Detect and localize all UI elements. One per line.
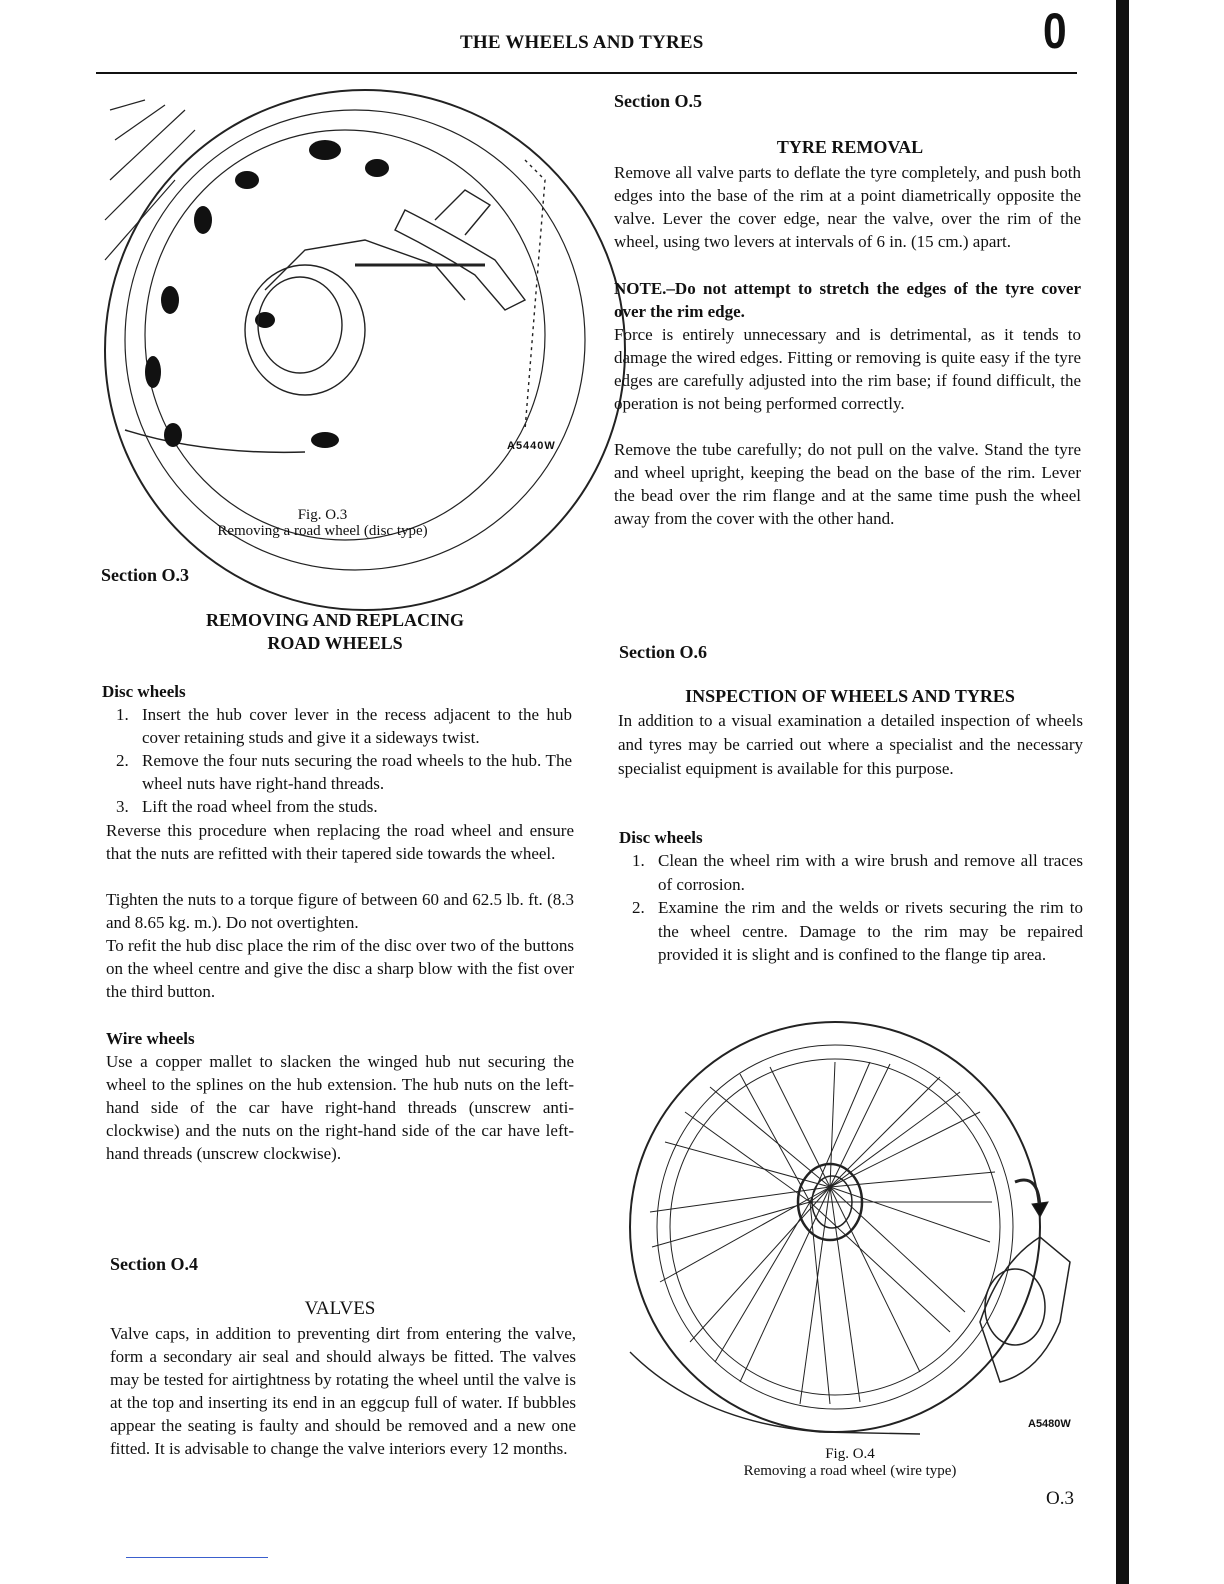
o4-valves-text: Valve caps, in addition to preventing dirt from entering the valve, form a secondary air seal and should always be fitted. The valves may be tested for airtightness by rotating the wheel until the valve is at the top and inserting its end in an eggcup full of water. If bubbles appear the seating is faulty and should be removed and a new one fitted. It is advisable to change the valve interiors every 12 months. <box>110 1324 576 1458</box>
step-number: 3. <box>116 797 129 816</box>
section-o3-title-line2: ROAD WHEELS <box>267 633 403 653</box>
section-o5-label: Section O.5 <box>614 91 702 111</box>
fig3-caption-text: Removing a road wheel (disc type) <box>217 523 428 539</box>
o3-paragraph-reverse: Reverse this procedure when replacing the road wheel and ensure that the nuts are refitted with their tapered side towards the wheel. <box>106 821 574 863</box>
figure-disc-wheel <box>105 100 556 455</box>
section-o6-title: INSPECTION OF WHEELS AND TYRES <box>685 686 1015 706</box>
fig4-code: A5480W <box>1028 1418 1071 1430</box>
o3-disc-wheels-heading: Disc wheels <box>102 682 186 701</box>
section-o5-title: TYRE REMOVAL <box>776 137 924 157</box>
step-number: 1. <box>632 851 645 870</box>
o5-paragraph-remove: Remove all valve parts to deflate the tyre completely, and push both edges into the base of the rim at a point diametrically opposite the valve. Lever the cover edge, near the valve, over the rim of the wheel, using two levers at intervals of 6 in. (15 cm.) apart. <box>614 163 1081 251</box>
o5-note: NOTE.–Do not attempt to stretch the edges of the tyre cover over the rim edge. <box>614 279 1081 321</box>
step-number: 2. <box>116 751 129 770</box>
o3-steps-list <box>106 703 572 818</box>
fig3-code: A5440W <box>507 440 556 452</box>
list-item <box>106 795 572 818</box>
page-edge-bar <box>1116 0 1129 1584</box>
step-text: Remove the four nuts securing the road wheels to the hub. The wheel nuts have right-hand threads. <box>142 751 572 793</box>
step-text: Lift the road wheel from the studs. <box>142 797 378 816</box>
section-o3-label: Section O.3 <box>101 565 189 585</box>
chapter-letter: 0 <box>1043 3 1067 59</box>
section-o6-label: Section O.6 <box>619 642 707 662</box>
o6-disc-wheels-heading: Disc wheels <box>619 828 703 847</box>
section-o3-title-line1: REMOVING AND REPLACING <box>205 610 464 630</box>
page-header-title: THE WHEELS AND TYRES <box>460 32 704 53</box>
list-item <box>106 749 572 795</box>
fig4-caption-number: Fig. O.4 <box>825 1446 875 1462</box>
step-text: Examine the rim and the welds or rivets securing the rim to the wheel centre. Damage to the rim may be repaired provided it is slight and is confined to the flange tip area. <box>658 898 1083 964</box>
wire-wheel-illustration <box>620 1062 1080 1437</box>
section-o4-title: VALVES <box>304 1298 376 1319</box>
o3-wire-wheels-text: Use a copper mallet to slacken the winged hub nut securing the wheel to the splines on the hub extension. The hub nuts on the left-hand side of the car have right-hand threads (unscrew anti-clockwise) and the nuts on the right-hand side of the car have left-hand threads (unscrew clockwise). <box>106 1052 574 1163</box>
step-text: Clean the wheel rim with a wire brush and remove all traces of corrosion. <box>658 851 1083 894</box>
fig4-caption-text: Removing a road wheel (wire type) <box>743 1463 957 1479</box>
list-item <box>622 849 1083 896</box>
o6-paragraph-inspection: In addition to a visual examination a detailed inspection of wheels and tyres may be carried out where a specialist and the necessary specialist equipment is available for this purpose. <box>618 711 1083 778</box>
figure-wire-wheel <box>620 1062 1080 1437</box>
step-number: 2. <box>632 898 645 917</box>
o5-paragraph-tube: Remove the tube carefully; do not pull on the valve. Stand the tyre and wheel upright, keeping the bead on the base of the rim. Lever the bead over the rim flange and at the same time push the wheel away from the cover with the other hand. <box>614 440 1081 528</box>
disc-wheel-illustration <box>105 100 550 455</box>
section-o4-label: Section O.4 <box>110 1254 198 1274</box>
step-text: Insert the hub cover lever in the recess adjacent to the hub cover retaining studs and give it a sideways twist. <box>142 705 572 747</box>
o5-paragraph-force: Force is entirely unnecessary and is detrimental, as it tends to damage the wired edges. Fitting or removing is quite easy if the tyre edges are carefully adjusted into the rim base; if found difficult, the operation is not being performed correctly. <box>614 325 1081 413</box>
o3-wire-wheels-heading: Wire wheels <box>106 1029 195 1048</box>
footer-link-line <box>126 1557 268 1558</box>
list-item <box>106 703 572 749</box>
fig3-caption-number: Fig. O.3 <box>297 507 348 523</box>
list-item <box>622 896 1083 967</box>
header-rule <box>96 72 1077 74</box>
page-number: O.3 <box>1046 1488 1074 1509</box>
o3-paragraph-refit: To refit the hub disc place the rim of the disc over two of the buttons on the wheel centre and give the disc a sharp blow with the fist over the third button. <box>106 936 574 1001</box>
step-number: 1. <box>116 705 129 724</box>
o6-steps-list <box>622 849 1083 967</box>
o3-paragraph-torque: Tighten the nuts to a torque figure of between 60 and 62.5 lb. ft. (8.3 and 8.65 kg. m.). Do not overtighten. <box>106 890 574 932</box>
